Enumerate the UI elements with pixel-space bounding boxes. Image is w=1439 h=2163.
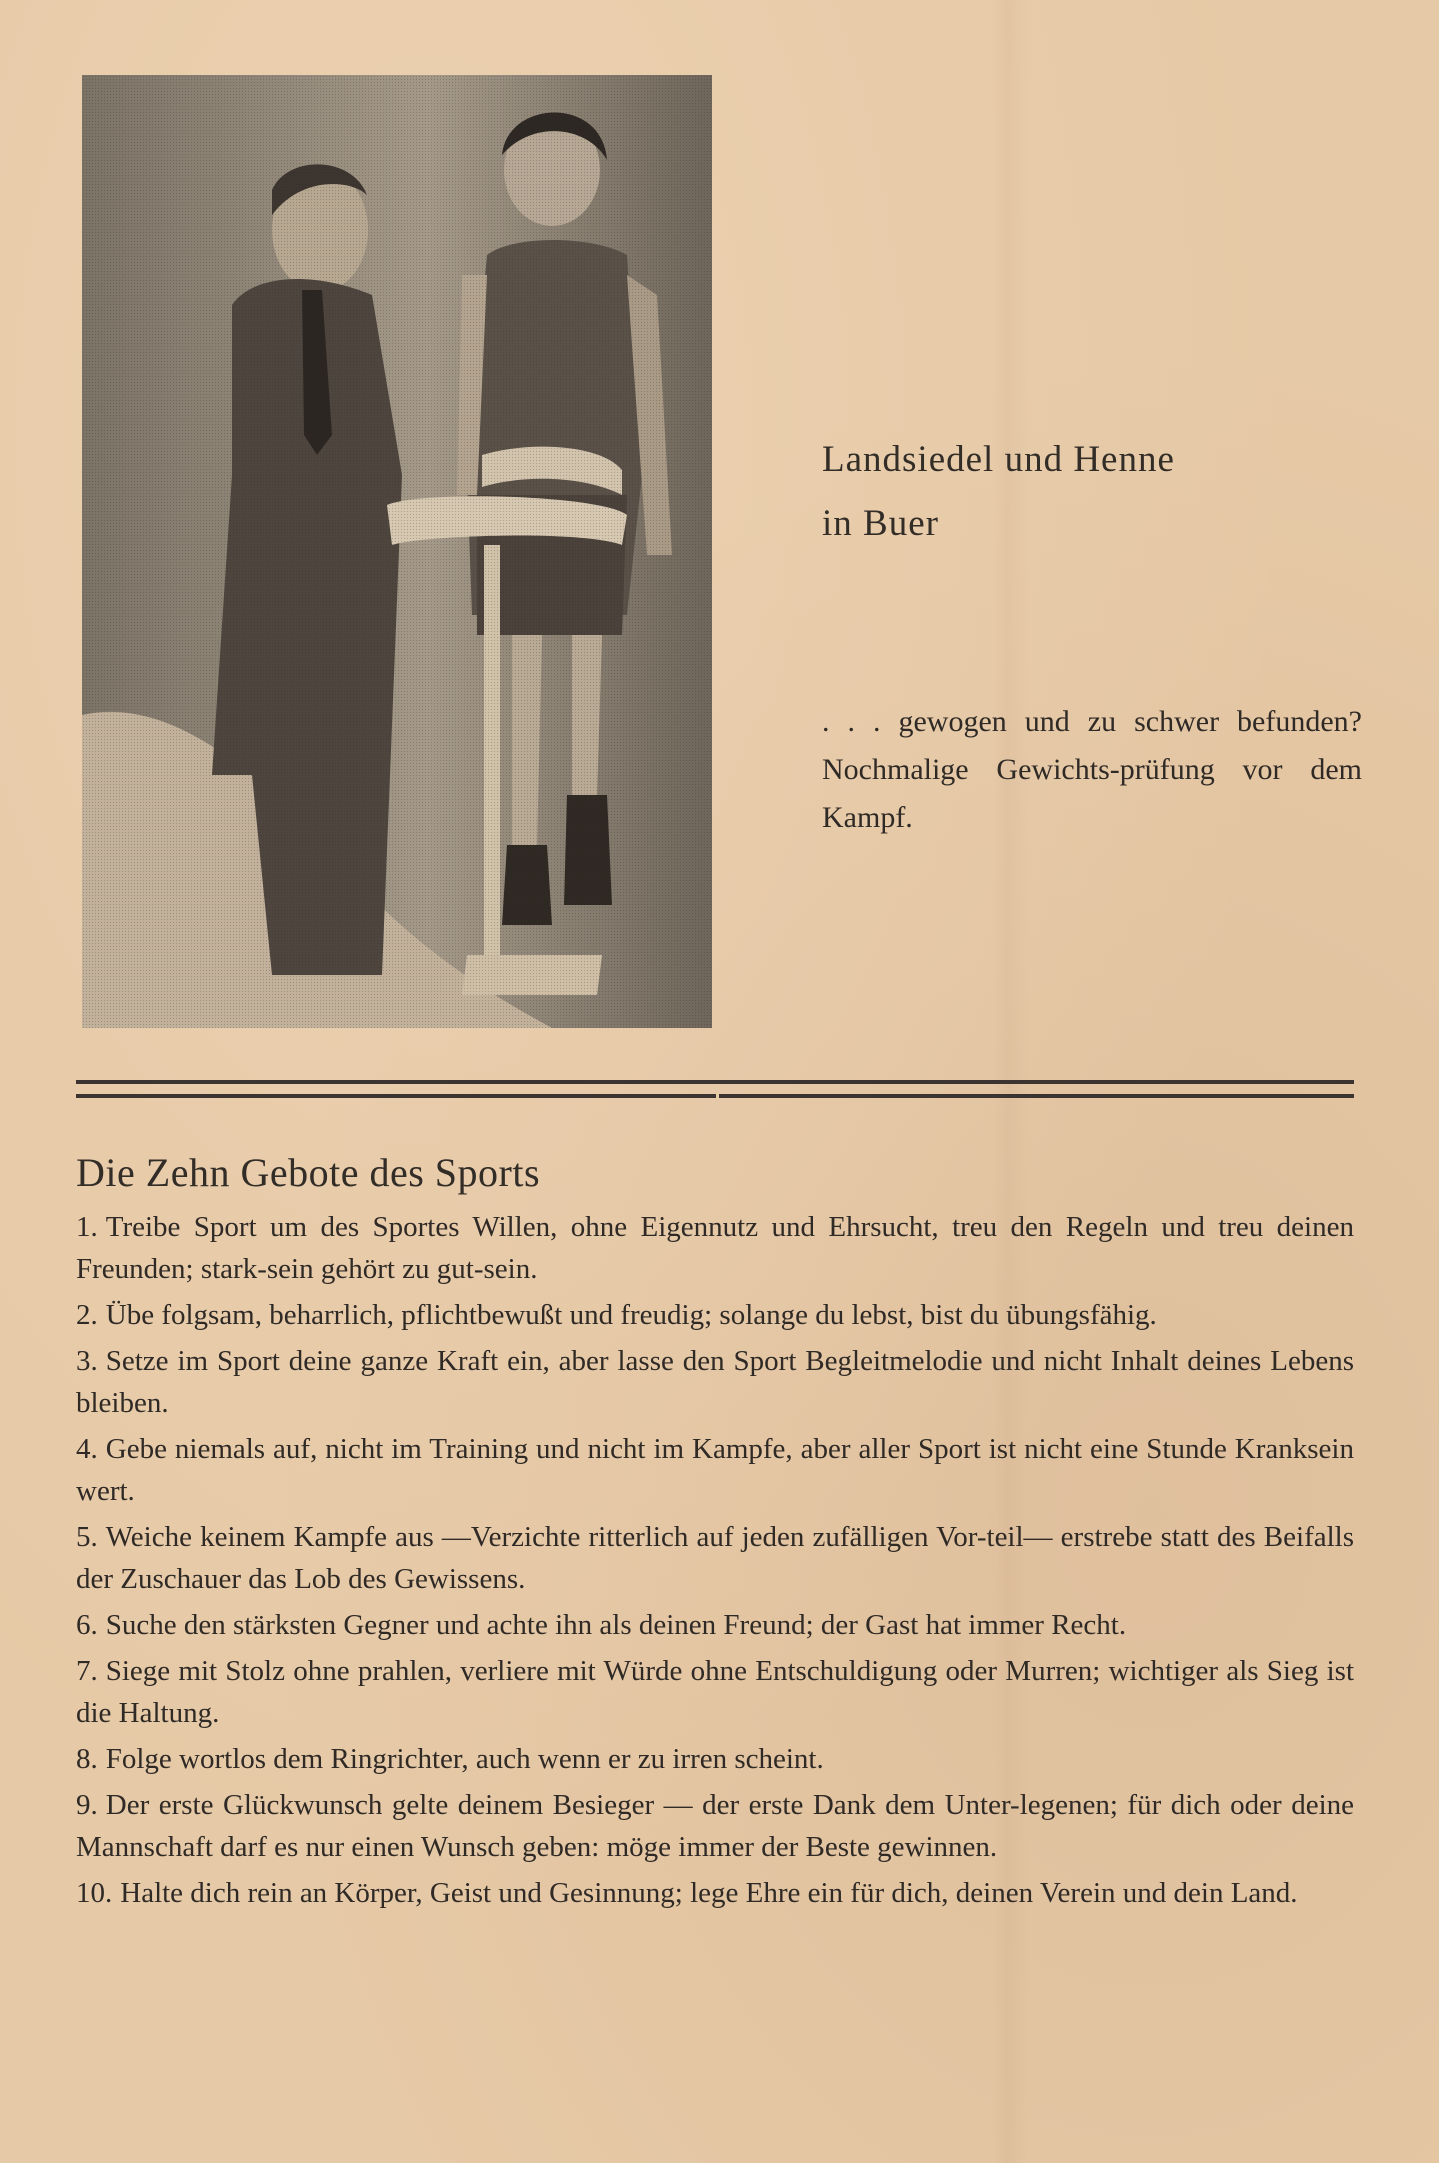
divider-rule-top xyxy=(76,1080,1354,1084)
divider-rule-bottom xyxy=(76,1094,1354,1098)
list-item xyxy=(76,1516,1354,1600)
caption-title-line1: Landsiedel und Henne xyxy=(822,439,1175,480)
list-item xyxy=(76,1294,1354,1336)
item-number: 8. xyxy=(76,1743,98,1775)
item-text: Der erste Glückwunsch gelte deinem Besieger — der erste Dank dem Unter-legenen; für dich oder deine Mannschaft darf es nur einen Wunsch geben: möge immer der Beste gewinnen. xyxy=(76,1789,1354,1863)
list-item xyxy=(76,1650,1354,1734)
list-item xyxy=(76,1738,1354,1780)
caption-title xyxy=(822,428,1322,556)
item-text: Suche den stärksten Gegner und achte ihn als deinen Freund; der Gast hat immer Recht. xyxy=(105,1609,1127,1641)
list-item xyxy=(76,1604,1354,1646)
item-number: 5. xyxy=(76,1521,98,1553)
item-text: Setze im Sport deine ganze Kraft ein, aber lasse den Sport Begleitmelodie und nicht Inhalt deines Lebens bleiben. xyxy=(76,1345,1354,1419)
commandments-list xyxy=(76,1206,1354,1918)
item-number: 4. xyxy=(76,1433,98,1465)
list-item xyxy=(76,1872,1354,1914)
item-text: Weiche keinem Kampfe aus —Verzichte ritterlich auf jeden zufälligen Vor-teil— erstrebe statt des Beifalls der Zuschauer das Lob des Gewissens. xyxy=(76,1521,1354,1595)
list-item xyxy=(76,1206,1354,1290)
divider-rule-gap xyxy=(716,1092,719,1100)
list-item xyxy=(76,1784,1354,1868)
item-number: 7. xyxy=(76,1655,98,1687)
item-number: 3. xyxy=(76,1345,98,1377)
item-text: Gebe niemals auf, nicht im Training und nicht im Kampfe, aber aller Sport ist nicht eine Stunde Kranksein wert. xyxy=(76,1433,1354,1507)
caption-text: . . . gewogen und zu schwer befunden? Nochmalige Gewichts-prüfung vor dem Kampf. xyxy=(822,705,1362,834)
item-number: 9. xyxy=(76,1789,98,1821)
item-number: 2. xyxy=(76,1299,98,1331)
caption-title-line2: in Buer xyxy=(822,503,939,544)
item-text: Treibe Sport um des Sportes Willen, ohne Eigennutz und Ehrsucht, treu den Regeln und treu deinen Freunden; stark-sein gehört zu gut-sein. xyxy=(76,1211,1354,1285)
item-number: 10. xyxy=(76,1877,113,1909)
item-text: Halte dich rein an Körper, Geist und Gesinnung; lege Ehre ein für dich, deinen Verein und dein Land. xyxy=(120,1877,1298,1909)
item-number: 6. xyxy=(76,1609,98,1641)
item-text: Siege mit Stolz ohne prahlen, verliere mit Würde ohne Entschuldigung oder Murren; wichtiger als Sieg ist die Haltung. xyxy=(76,1655,1354,1729)
item-number: 1. xyxy=(76,1211,98,1243)
photo-weigh-in xyxy=(82,75,712,1028)
item-text: Folge wortlos dem Ringrichter, auch wenn er zu irren scheint. xyxy=(105,1743,824,1775)
list-item xyxy=(76,1340,1354,1424)
section-title: Die Zehn Gebote des Sports xyxy=(76,1150,541,1195)
item-text: Übe folgsam, beharrlich, pflichtbewußt und freudig; solange du lebst, bist du übungsfähig. xyxy=(105,1299,1157,1331)
list-item xyxy=(76,1428,1354,1512)
photo-illustration xyxy=(82,75,712,1028)
